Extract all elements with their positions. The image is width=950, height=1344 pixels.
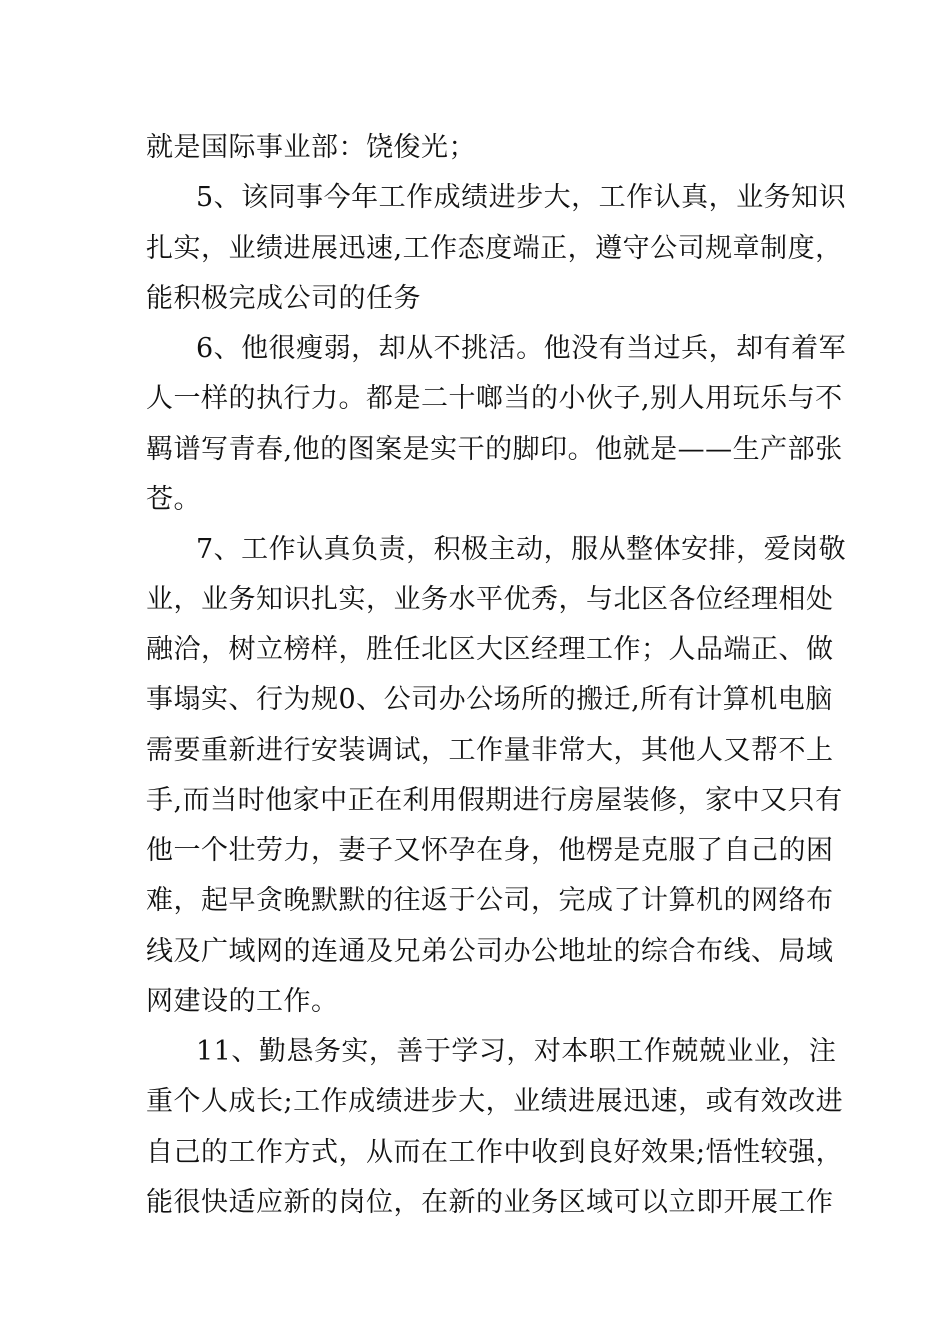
text-line: 5、该同事今年工作成绩进步大，工作认真，业务知识 bbox=[196, 182, 847, 213]
text-line: 人一样的执行力。都是二十啷当的小伙子,别人用玩乐与不 bbox=[146, 383, 843, 414]
text-line: 网建设的工作。 bbox=[146, 986, 339, 1017]
text-line: 手,而当时他家中正在利用假期进行房屋装修，家中又只有 bbox=[146, 785, 843, 816]
text-line: 需要重新进行安装调试，工作量非常大，其他人又帮不上 bbox=[146, 735, 834, 766]
text-line: 重个人成长;工作成绩进步大，业绩进展迅速，或有效改进 bbox=[146, 1086, 844, 1117]
text-line: 扎实，业绩进展迅速,工作态度端正，遵守公司规章制度， bbox=[146, 233, 843, 264]
text-line: 羁谱写青春,他的图案是实干的脚印。他就是——生产部张 bbox=[146, 434, 843, 465]
text-line: 融洽，树立榜样，胜任北区大区经理工作；人品端正、做 bbox=[146, 634, 834, 665]
text-line: 11、勤恳务实，善于学习，对本职工作兢兢业业，注 bbox=[196, 1036, 837, 1067]
text-line: 能积极完成公司的任务 bbox=[146, 283, 421, 314]
text-line: 能很快适应新的岗位，在新的业务区域可以立即开展工作 bbox=[146, 1187, 834, 1218]
text-line: 苍。 bbox=[146, 484, 201, 515]
text-line: 事塌实、行为规0、公司办公场所的搬迁,所有计算机电脑 bbox=[146, 684, 833, 715]
text-line: 业，业务知识扎实，业务水平优秀，与北区各位经理相处 bbox=[146, 584, 834, 615]
text-line: 6、他很瘦弱，却从不挑活。他没有当过兵，却有着军 bbox=[196, 333, 847, 364]
text-line: 7、工作认真负责，积极主动，服从整体安排，爱岗敬 bbox=[196, 534, 847, 565]
text-line: 自己的工作方式，从而在工作中收到良好效果;悟性较强， bbox=[146, 1137, 844, 1168]
text-line: 线及广域网的连通及兄弟公司办公地址的综合布线、局域 bbox=[146, 936, 834, 967]
text-line: 他一个壮劳力，妻子又怀孕在身，他楞是克服了自己的困 bbox=[146, 835, 834, 866]
text-line: 难，起早贪晚默默的往返于公司，完成了计算机的网络布 bbox=[146, 885, 834, 916]
text-line: 就是国际事业部：饶俊光； bbox=[146, 132, 476, 163]
